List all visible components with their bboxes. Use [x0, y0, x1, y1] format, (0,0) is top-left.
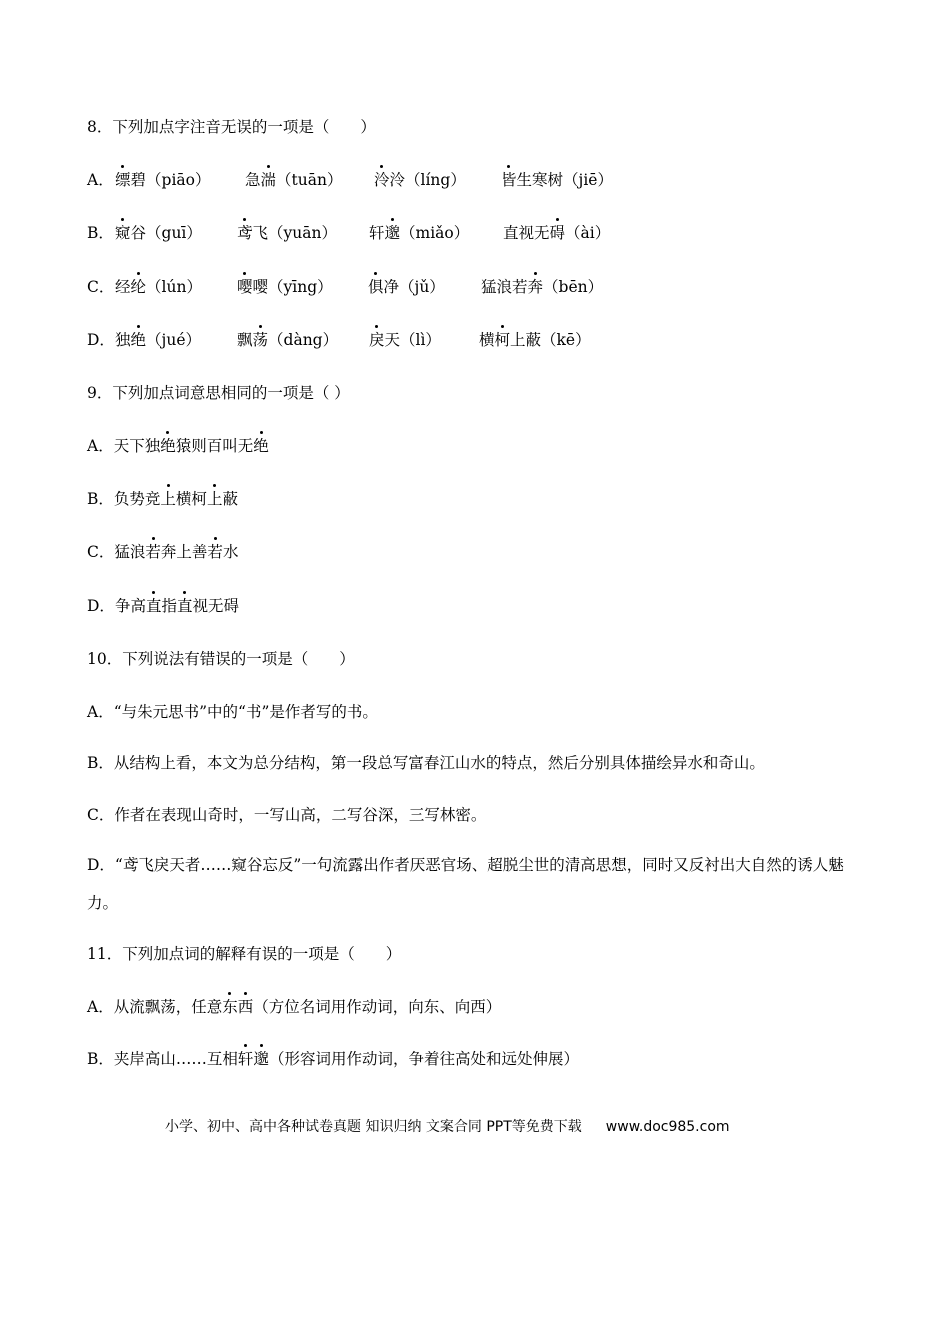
q11-option-a: A．从流飘荡，任意东西（方位名词用作动词，向东、向西）: [87, 998, 502, 1016]
footer-text: 小学、初中、高中各种试卷真题 知识归纳 文案合同 PPT等免费下载: [165, 1119, 582, 1135]
q9-option-b: B．负势竞上横柯上蔽: [87, 490, 238, 508]
option-label: C．: [87, 278, 115, 296]
q8-option-a: [87, 170, 613, 190]
q8-option-d: [87, 330, 591, 350]
q8-c-item-2: 嘤嘤（yīng）: [237, 278, 333, 296]
q8-d-item-4: 横柯上蔽（kē）: [479, 331, 591, 349]
q8-b-item-2: 鸢飞（yuān）: [237, 224, 337, 242]
q8-d-item-3: 戾天（lì）: [369, 331, 441, 349]
q8-d-item-1: 独绝（jué）: [115, 331, 201, 349]
q9-option-c: C．猛浪若奔上善若水: [87, 543, 239, 561]
q8-c-item-1: 经纶（lún）: [115, 278, 202, 296]
q8-a-item-4: 皆生寒树（jiē）: [501, 171, 613, 189]
q9-stem: 9．下列加点词意思相同的一项是（ ）: [87, 384, 350, 402]
q8-option-b: [87, 223, 611, 243]
q10-stem: 10．下列说法有错误的一项是（ ）: [87, 650, 355, 668]
q10-option-b: B．从结构上看，本文为总分结构，第一段总写富春江山水的特点，然后分别具体描绘异水和奇山。: [87, 754, 765, 772]
page-footer: [165, 1116, 730, 1136]
q8-d-item-2: 飘荡（dàng）: [237, 331, 339, 349]
q8-option-c: [87, 277, 604, 297]
q8-stem: 8．下列加点字注音无误的一项是（ ）: [87, 118, 376, 136]
q8-a-item-2: 急湍（tuān）: [245, 171, 343, 189]
option-label: B．: [87, 224, 114, 242]
q11-option-b: B．夹岸高山……互相轩邈（形容词用作动词，争着往高处和远处伸展）: [87, 1050, 579, 1068]
q8-b-item-4: 直视无碍（ài）: [503, 224, 611, 242]
q9-option-d: D．争高直指直视无碍: [87, 597, 240, 615]
q11-stem: 11．下列加点词的解释有误的一项是（ ）: [87, 945, 402, 963]
q8-a-item-3: 泠泠（líng）: [374, 171, 466, 189]
q10-option-a: A．“与朱元思书”中的“书”是作者写的书。: [87, 703, 378, 721]
q8-c-item-3: 俱净（jǔ）: [368, 278, 445, 296]
footer-url[interactable]: www.doc985.com: [605, 1119, 730, 1135]
q9-option-a: A．天下独绝猿则百叫无绝: [87, 437, 269, 455]
q10-option-d: D．“鸢飞戾天者……窥谷忘反”一句流露出作者厌恶官场、超脱尘世的清高思想，同时又反衬出大自然的诱人魅力。: [87, 856, 844, 912]
q8-a-item-1: 缥碧（piāo）: [115, 171, 211, 189]
q8-b-item-3: 轩邈（miǎo）: [369, 224, 470, 242]
option-label: A．: [87, 171, 114, 189]
q8-b-item-1: 窥谷（guī）: [115, 224, 202, 242]
q8-c-item-4: 猛浪若奔（bēn）: [481, 278, 604, 296]
option-label: D．: [87, 331, 115, 349]
q10-option-c: C．作者在表现山奇时，一写山高，二写谷深，三写林密。: [87, 806, 487, 824]
